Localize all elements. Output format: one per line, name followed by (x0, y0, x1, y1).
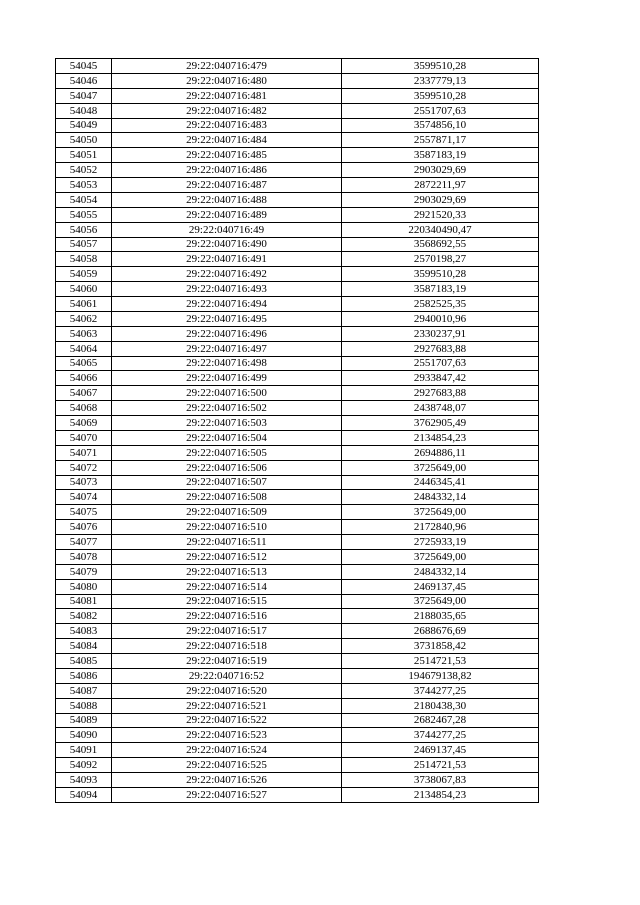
table-row (56, 579, 539, 594)
cadastral-number-cell: 29:22:040716:513 (112, 564, 342, 579)
cadastral-number-cell: 29:22:040716:507 (112, 475, 342, 490)
cadastral-number-cell: 29:22:040716:526 (112, 773, 342, 788)
cadastral-value-cell: 2725933,19 (342, 535, 539, 550)
table-row (56, 743, 539, 758)
cadastral-number-cell: 29:22:040716:49 (112, 222, 342, 237)
cadastral-number-cell: 29:22:040716:495 (112, 311, 342, 326)
cadastral-value-cell: 194679138,82 (342, 668, 539, 683)
cadastral-number-cell: 29:22:040716:505 (112, 445, 342, 460)
cadastral-value-cell: 2188035,65 (342, 609, 539, 624)
table-row (56, 222, 539, 237)
cadastral-number-cell: 29:22:040716:515 (112, 594, 342, 609)
table-row (56, 549, 539, 564)
cadastral-number-cell: 29:22:040716:481 (112, 88, 342, 103)
row-number-cell: 54048 (56, 103, 112, 118)
cadastral-number-cell: 29:22:040716:514 (112, 579, 342, 594)
row-number-cell: 54079 (56, 564, 112, 579)
table-row (56, 386, 539, 401)
cadastral-value-cell: 2551707,63 (342, 103, 539, 118)
table-row (56, 505, 539, 520)
table-row (56, 683, 539, 698)
cadastral-value-cell: 2940010,96 (342, 311, 539, 326)
cadastral-value-cell: 2514721,53 (342, 654, 539, 669)
table-body (56, 59, 539, 803)
cadastral-number-cell: 29:22:040716:496 (112, 326, 342, 341)
cadastral-value-cell: 2694886,11 (342, 445, 539, 460)
cadastral-value-cell: 3587183,19 (342, 282, 539, 297)
cadastral-number-cell: 29:22:040716:483 (112, 118, 342, 133)
table-row (56, 178, 539, 193)
row-number-cell: 54090 (56, 728, 112, 743)
row-number-cell: 54072 (56, 460, 112, 475)
row-number-cell: 54082 (56, 609, 112, 624)
row-number-cell: 54055 (56, 207, 112, 222)
cadastral-value-cell: 3587183,19 (342, 148, 539, 163)
cadastral-value-cell: 2927683,88 (342, 341, 539, 356)
row-number-cell: 54057 (56, 237, 112, 252)
cadastral-number-cell: 29:22:040716:524 (112, 743, 342, 758)
row-number-cell: 54077 (56, 535, 112, 550)
cadastral-value-cell: 2337779,13 (342, 73, 539, 88)
cadastral-number-cell: 29:22:040716:484 (112, 133, 342, 148)
cadastral-number-cell: 29:22:040716:516 (112, 609, 342, 624)
row-number-cell: 54050 (56, 133, 112, 148)
cadastral-value-cell: 2682467,28 (342, 713, 539, 728)
row-number-cell: 54047 (56, 88, 112, 103)
table-row (56, 564, 539, 579)
row-number-cell: 54054 (56, 192, 112, 207)
row-number-cell: 54066 (56, 371, 112, 386)
cadastral-value-cell: 3738067,83 (342, 773, 539, 788)
table-row (56, 88, 539, 103)
cadastral-number-cell: 29:22:040716:492 (112, 267, 342, 282)
cadastral-number-cell: 29:22:040716:523 (112, 728, 342, 743)
table-row (56, 430, 539, 445)
row-number-cell: 54068 (56, 401, 112, 416)
table-row (56, 192, 539, 207)
table-row (56, 163, 539, 178)
cadastral-value-cell: 2514721,53 (342, 758, 539, 773)
row-number-cell: 54088 (56, 698, 112, 713)
cadastral-value-cell: 2933847,42 (342, 371, 539, 386)
row-number-cell: 54052 (56, 163, 112, 178)
row-number-cell: 54091 (56, 743, 112, 758)
table-row (56, 713, 539, 728)
cadastral-number-cell: 29:22:040716:509 (112, 505, 342, 520)
row-number-cell: 54093 (56, 773, 112, 788)
cadastral-number-cell: 29:22:040716:521 (112, 698, 342, 713)
table-row (56, 133, 539, 148)
cadastral-value-cell: 2921520,33 (342, 207, 539, 222)
table-row (56, 341, 539, 356)
cadastral-number-cell: 29:22:040716:518 (112, 639, 342, 654)
cadastral-number-cell: 29:22:040716:517 (112, 624, 342, 639)
table-row (56, 237, 539, 252)
row-number-cell: 54076 (56, 520, 112, 535)
cadastral-value-cell: 3568692,55 (342, 237, 539, 252)
table-row (56, 148, 539, 163)
table-row (56, 460, 539, 475)
cadastral-value-cell: 3599510,28 (342, 88, 539, 103)
cadastral-value-cell: 3731858,42 (342, 639, 539, 654)
cadastral-number-cell: 29:22:040716:486 (112, 163, 342, 178)
table-row (56, 787, 539, 802)
cadastral-value-cell: 2134854,23 (342, 787, 539, 802)
cadastral-number-cell: 29:22:040716:504 (112, 430, 342, 445)
cadastral-number-cell: 29:22:040716:52 (112, 668, 342, 683)
cadastral-value-cell: 220340490,47 (342, 222, 539, 237)
cadastral-number-cell: 29:22:040716:493 (112, 282, 342, 297)
table-row (56, 609, 539, 624)
row-number-cell: 54056 (56, 222, 112, 237)
cadastral-value-cell: 3599510,28 (342, 59, 539, 74)
cadastral-value-cell: 2903029,69 (342, 163, 539, 178)
table-row (56, 654, 539, 669)
cadastral-number-cell: 29:22:040716:494 (112, 297, 342, 312)
cadastral-value-cell: 2484332,14 (342, 490, 539, 505)
table-row (56, 252, 539, 267)
cadastral-number-cell: 29:22:040716:480 (112, 73, 342, 88)
row-number-cell: 54065 (56, 356, 112, 371)
cadastral-number-cell: 29:22:040716:479 (112, 59, 342, 74)
row-number-cell: 54063 (56, 326, 112, 341)
row-number-cell: 54081 (56, 594, 112, 609)
row-number-cell: 54074 (56, 490, 112, 505)
row-number-cell: 54045 (56, 59, 112, 74)
table-row (56, 73, 539, 88)
cadastral-value-cell: 2469137,45 (342, 579, 539, 594)
cadastral-number-cell: 29:22:040716:485 (112, 148, 342, 163)
cadastral-number-cell: 29:22:040716:511 (112, 535, 342, 550)
row-number-cell: 54086 (56, 668, 112, 683)
row-number-cell: 54049 (56, 118, 112, 133)
table-row (56, 520, 539, 535)
table-row (56, 758, 539, 773)
cadastral-value-cell: 2172840,96 (342, 520, 539, 535)
cadastral-number-cell: 29:22:040716:506 (112, 460, 342, 475)
cadastral-value-cell: 3762905,49 (342, 416, 539, 431)
table-row (56, 594, 539, 609)
table-row (56, 207, 539, 222)
table-row (56, 416, 539, 431)
row-number-cell: 54075 (56, 505, 112, 520)
cadastral-value-cell: 3744277,25 (342, 728, 539, 743)
row-number-cell: 54078 (56, 549, 112, 564)
cadastral-value-cell: 2872211,97 (342, 178, 539, 193)
cadastral-number-cell: 29:22:040716:520 (112, 683, 342, 698)
cadastral-value-cell: 2903029,69 (342, 192, 539, 207)
table-row (56, 535, 539, 550)
cadastral-number-cell: 29:22:040716:508 (112, 490, 342, 505)
row-number-cell: 54092 (56, 758, 112, 773)
table-row (56, 445, 539, 460)
cadastral-number-cell: 29:22:040716:490 (112, 237, 342, 252)
cadastral-value-cell: 2582525,35 (342, 297, 539, 312)
row-number-cell: 54062 (56, 311, 112, 326)
cadastral-value-cell: 2330237,91 (342, 326, 539, 341)
cadastral-value-cell: 3725649,00 (342, 594, 539, 609)
table-row (56, 371, 539, 386)
table-row (56, 326, 539, 341)
cadastral-number-cell: 29:22:040716:487 (112, 178, 342, 193)
cadastral-value-cell: 2688676,69 (342, 624, 539, 639)
row-number-cell: 54073 (56, 475, 112, 490)
table-row (56, 728, 539, 743)
cadastral-number-cell: 29:22:040716:500 (112, 386, 342, 401)
row-number-cell: 54053 (56, 178, 112, 193)
row-number-cell: 54046 (56, 73, 112, 88)
table-row (56, 475, 539, 490)
cadastral-number-cell: 29:22:040716:502 (112, 401, 342, 416)
cadastral-value-cell: 2484332,14 (342, 564, 539, 579)
cadastral-number-cell: 29:22:040716:482 (112, 103, 342, 118)
row-number-cell: 54058 (56, 252, 112, 267)
row-number-cell: 54059 (56, 267, 112, 282)
cadastral-number-cell: 29:22:040716:510 (112, 520, 342, 535)
row-number-cell: 54060 (56, 282, 112, 297)
row-number-cell: 54085 (56, 654, 112, 669)
cadastral-value-cell: 3725649,00 (342, 460, 539, 475)
table-row (56, 282, 539, 297)
row-number-cell: 54070 (56, 430, 112, 445)
table-row (56, 624, 539, 639)
cadastral-number-cell: 29:22:040716:503 (112, 416, 342, 431)
row-number-cell: 54061 (56, 297, 112, 312)
row-number-cell: 54083 (56, 624, 112, 639)
table-row (56, 311, 539, 326)
row-number-cell: 54067 (56, 386, 112, 401)
table-row (56, 639, 539, 654)
cadastral-number-cell: 29:22:040716:519 (112, 654, 342, 669)
cadastral-value-cell: 2438748,07 (342, 401, 539, 416)
table-row (56, 668, 539, 683)
cadastral-value-cell: 3725649,00 (342, 505, 539, 520)
table-row (56, 401, 539, 416)
cadastral-number-cell: 29:22:040716:488 (112, 192, 342, 207)
table-row (56, 118, 539, 133)
cadastral-number-cell: 29:22:040716:497 (112, 341, 342, 356)
row-number-cell: 54087 (56, 683, 112, 698)
cadastral-value-cell: 2557871,17 (342, 133, 539, 148)
cadastral-value-cell: 3574856,10 (342, 118, 539, 133)
cadastral-number-cell: 29:22:040716:499 (112, 371, 342, 386)
table-row (56, 297, 539, 312)
row-number-cell: 54089 (56, 713, 112, 728)
row-number-cell: 54064 (56, 341, 112, 356)
cadastral-value-cell: 2134854,23 (342, 430, 539, 445)
cadastral-number-cell: 29:22:040716:512 (112, 549, 342, 564)
table-row (56, 698, 539, 713)
cadastral-value-cell: 2551707,63 (342, 356, 539, 371)
cadastral-value-cell: 2927683,88 (342, 386, 539, 401)
table-row (56, 490, 539, 505)
cadastral-value-table (55, 58, 539, 803)
row-number-cell: 54069 (56, 416, 112, 431)
row-number-cell: 54071 (56, 445, 112, 460)
cadastral-number-cell: 29:22:040716:527 (112, 787, 342, 802)
table-row (56, 59, 539, 74)
row-number-cell: 54080 (56, 579, 112, 594)
cadastral-value-cell: 2446345,41 (342, 475, 539, 490)
cadastral-number-cell: 29:22:040716:491 (112, 252, 342, 267)
cadastral-number-cell: 29:22:040716:489 (112, 207, 342, 222)
cadastral-value-cell: 3744277,25 (342, 683, 539, 698)
row-number-cell: 54094 (56, 787, 112, 802)
row-number-cell: 54051 (56, 148, 112, 163)
cadastral-value-cell: 2570198,27 (342, 252, 539, 267)
cadastral-number-cell: 29:22:040716:498 (112, 356, 342, 371)
table-row (56, 356, 539, 371)
cadastral-value-cell: 2180438,30 (342, 698, 539, 713)
table-row (56, 773, 539, 788)
row-number-cell: 54084 (56, 639, 112, 654)
cadastral-value-cell: 3725649,00 (342, 549, 539, 564)
cadastral-number-cell: 29:22:040716:525 (112, 758, 342, 773)
table-row (56, 267, 539, 282)
cadastral-value-cell: 3599510,28 (342, 267, 539, 282)
table-row (56, 103, 539, 118)
cadastral-value-cell: 2469137,45 (342, 743, 539, 758)
cadastral-number-cell: 29:22:040716:522 (112, 713, 342, 728)
